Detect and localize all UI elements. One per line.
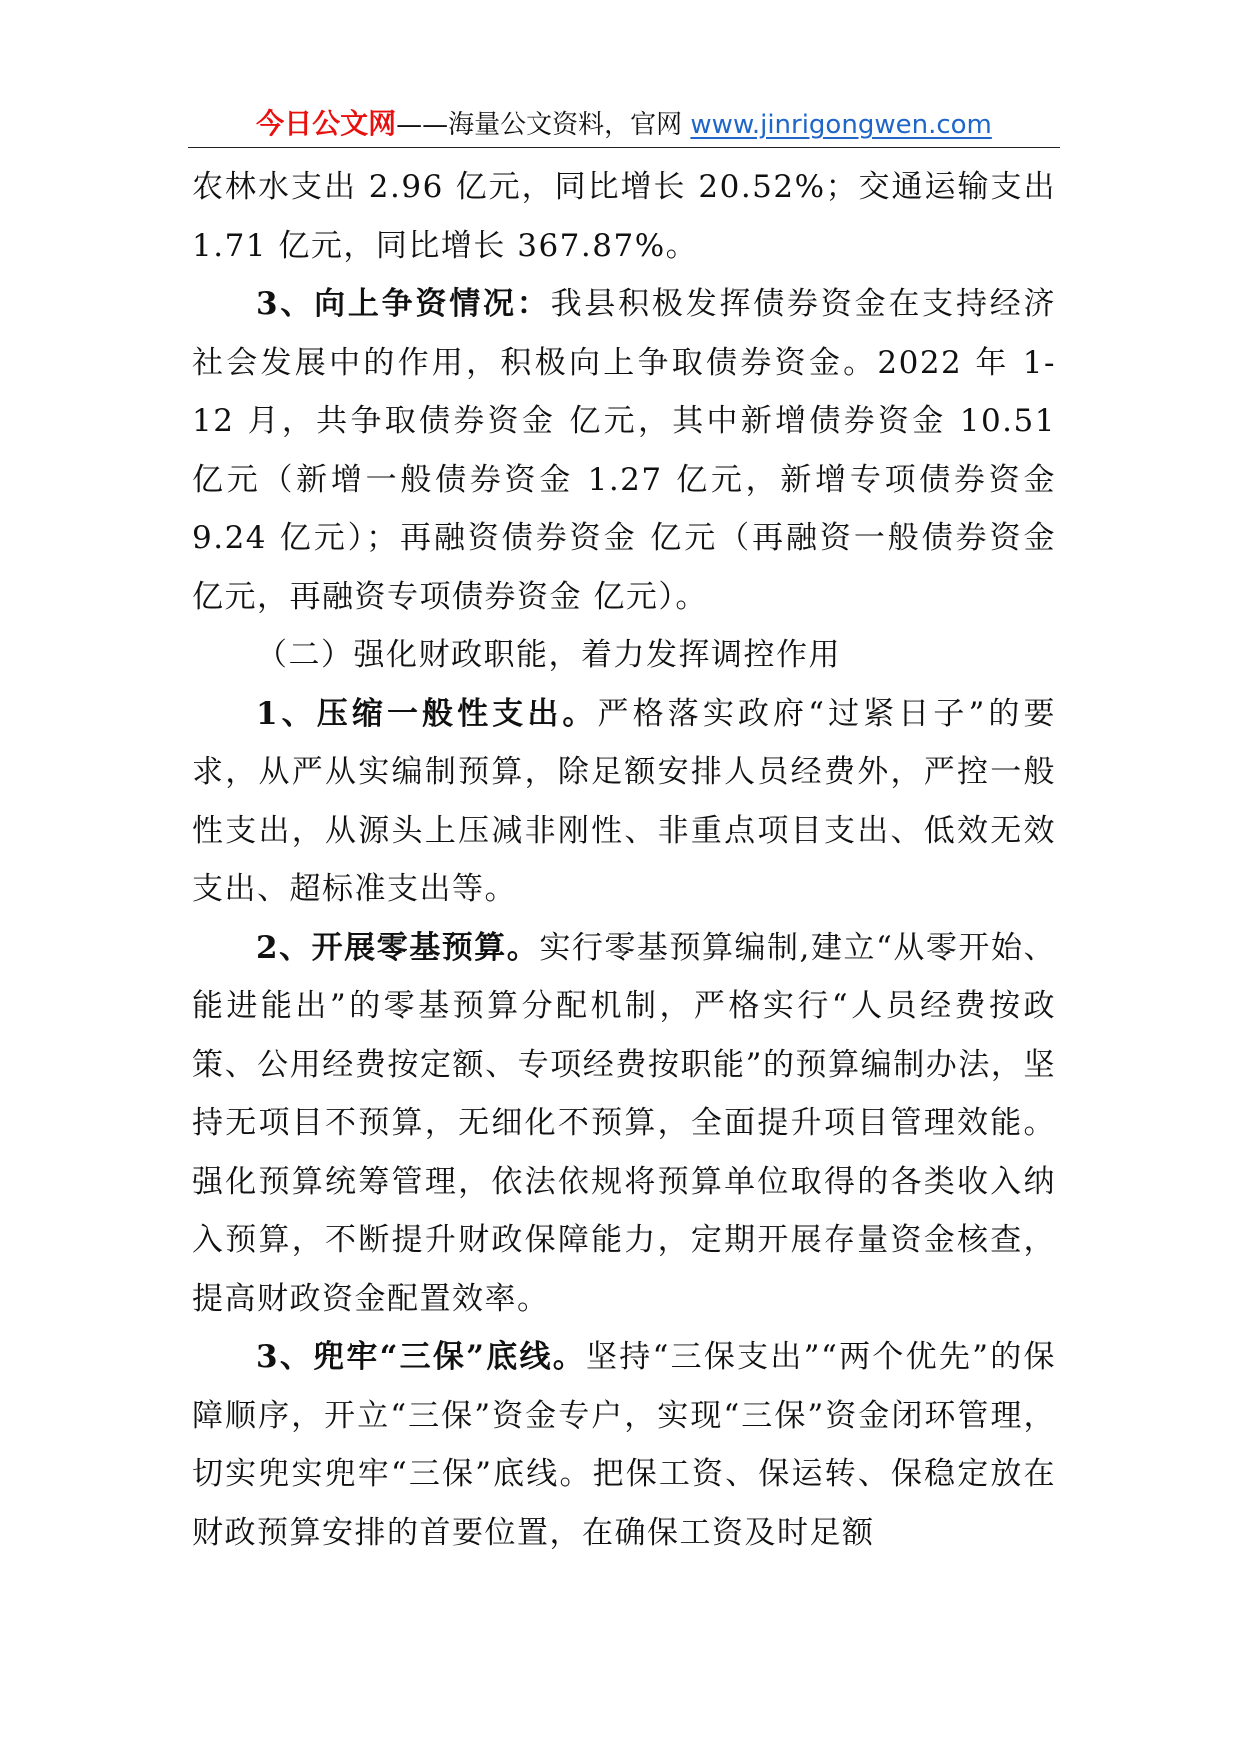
paragraph-agri-transport (192, 158, 1056, 275)
paragraph-lead: 3、兜牢“三保”底线。 (256, 1339, 587, 1375)
section-heading-2 (192, 626, 1056, 685)
paragraph-text: （二）强化财政职能，着力发挥调控作用 (256, 637, 841, 673)
paragraph-bond-funds (192, 275, 1056, 626)
paragraph-lead: 1、压缩一般性支出。 (256, 695, 598, 732)
header-separator: —— (396, 110, 449, 140)
paragraph-text: 我县积极发挥债券资金在支持经济社会发展中的作用，积极向上争取债券资金。2022 年 1-12 月，共争取债券资金 亿元，其中新增债券资金 10.51 亿元（新增一般债券资金 1.27 亿元，新增专项债券资金 9.24 亿元）；再融资债券资金 亿元（再融资一般债券资金 亿元，再融资专项债券资金 亿元）。 (192, 286, 1057, 615)
paragraph-text: 严格落实政府“过紧日子”的要求，从严从实编制预算，除足额安排人员经费外，严控一般性支出，从源头上压减非刚性、非重点项目支出、低效无效支出、超标准支出等。 (192, 695, 1056, 907)
header-tagline: 海量公文资料，官网 (448, 110, 691, 140)
paragraph-text: 农林水支出 2.96 亿元，同比增长 20.52%；交通运输支出 1.71 亿元，同比增长 367.87%。 (192, 169, 1056, 264)
paragraph-lead: 3、向上争资情况： (256, 286, 551, 322)
document-body (192, 158, 1056, 1562)
paragraph-lead: 2、开展零基预算。 (256, 929, 540, 966)
header-divider (188, 147, 1060, 148)
site-brand: 今日公文网 (256, 107, 397, 140)
paragraph-text: 坚持“三保支出”“两个优先”的保障顺序，开立“三保”资金专户，实现“三保”资金闭环管理，切实兜实兜牢“三保”底线。把保工资、保运转、保稳定放在财政预算安排的首要位置，在确保工资及时足额 (192, 1339, 1056, 1551)
page-header (188, 104, 1060, 144)
paragraph-zero-based-budget (192, 919, 1056, 1329)
paragraph-compress-spending (192, 685, 1056, 919)
paragraph-text: 实行零基预算编制,建立“从零开始、能进能出”的零基预算分配机制，严格实行“人员经费按政策、公用经费按定额、专项经费按职能”的预算编制办法，坚持无项目不预算，无细化不预算，全面提升项目管理效能。强化预算统筹管理，依法依规将预算单位取得的各类收入纳入预算，不断提升财政保障能力，定期开展存量资金核查，提高财政资金配置效率。 (192, 929, 1056, 1317)
site-url-link[interactable]: www.jinrigongwen.com (690, 110, 992, 140)
paragraph-three-guarantees (192, 1328, 1056, 1562)
